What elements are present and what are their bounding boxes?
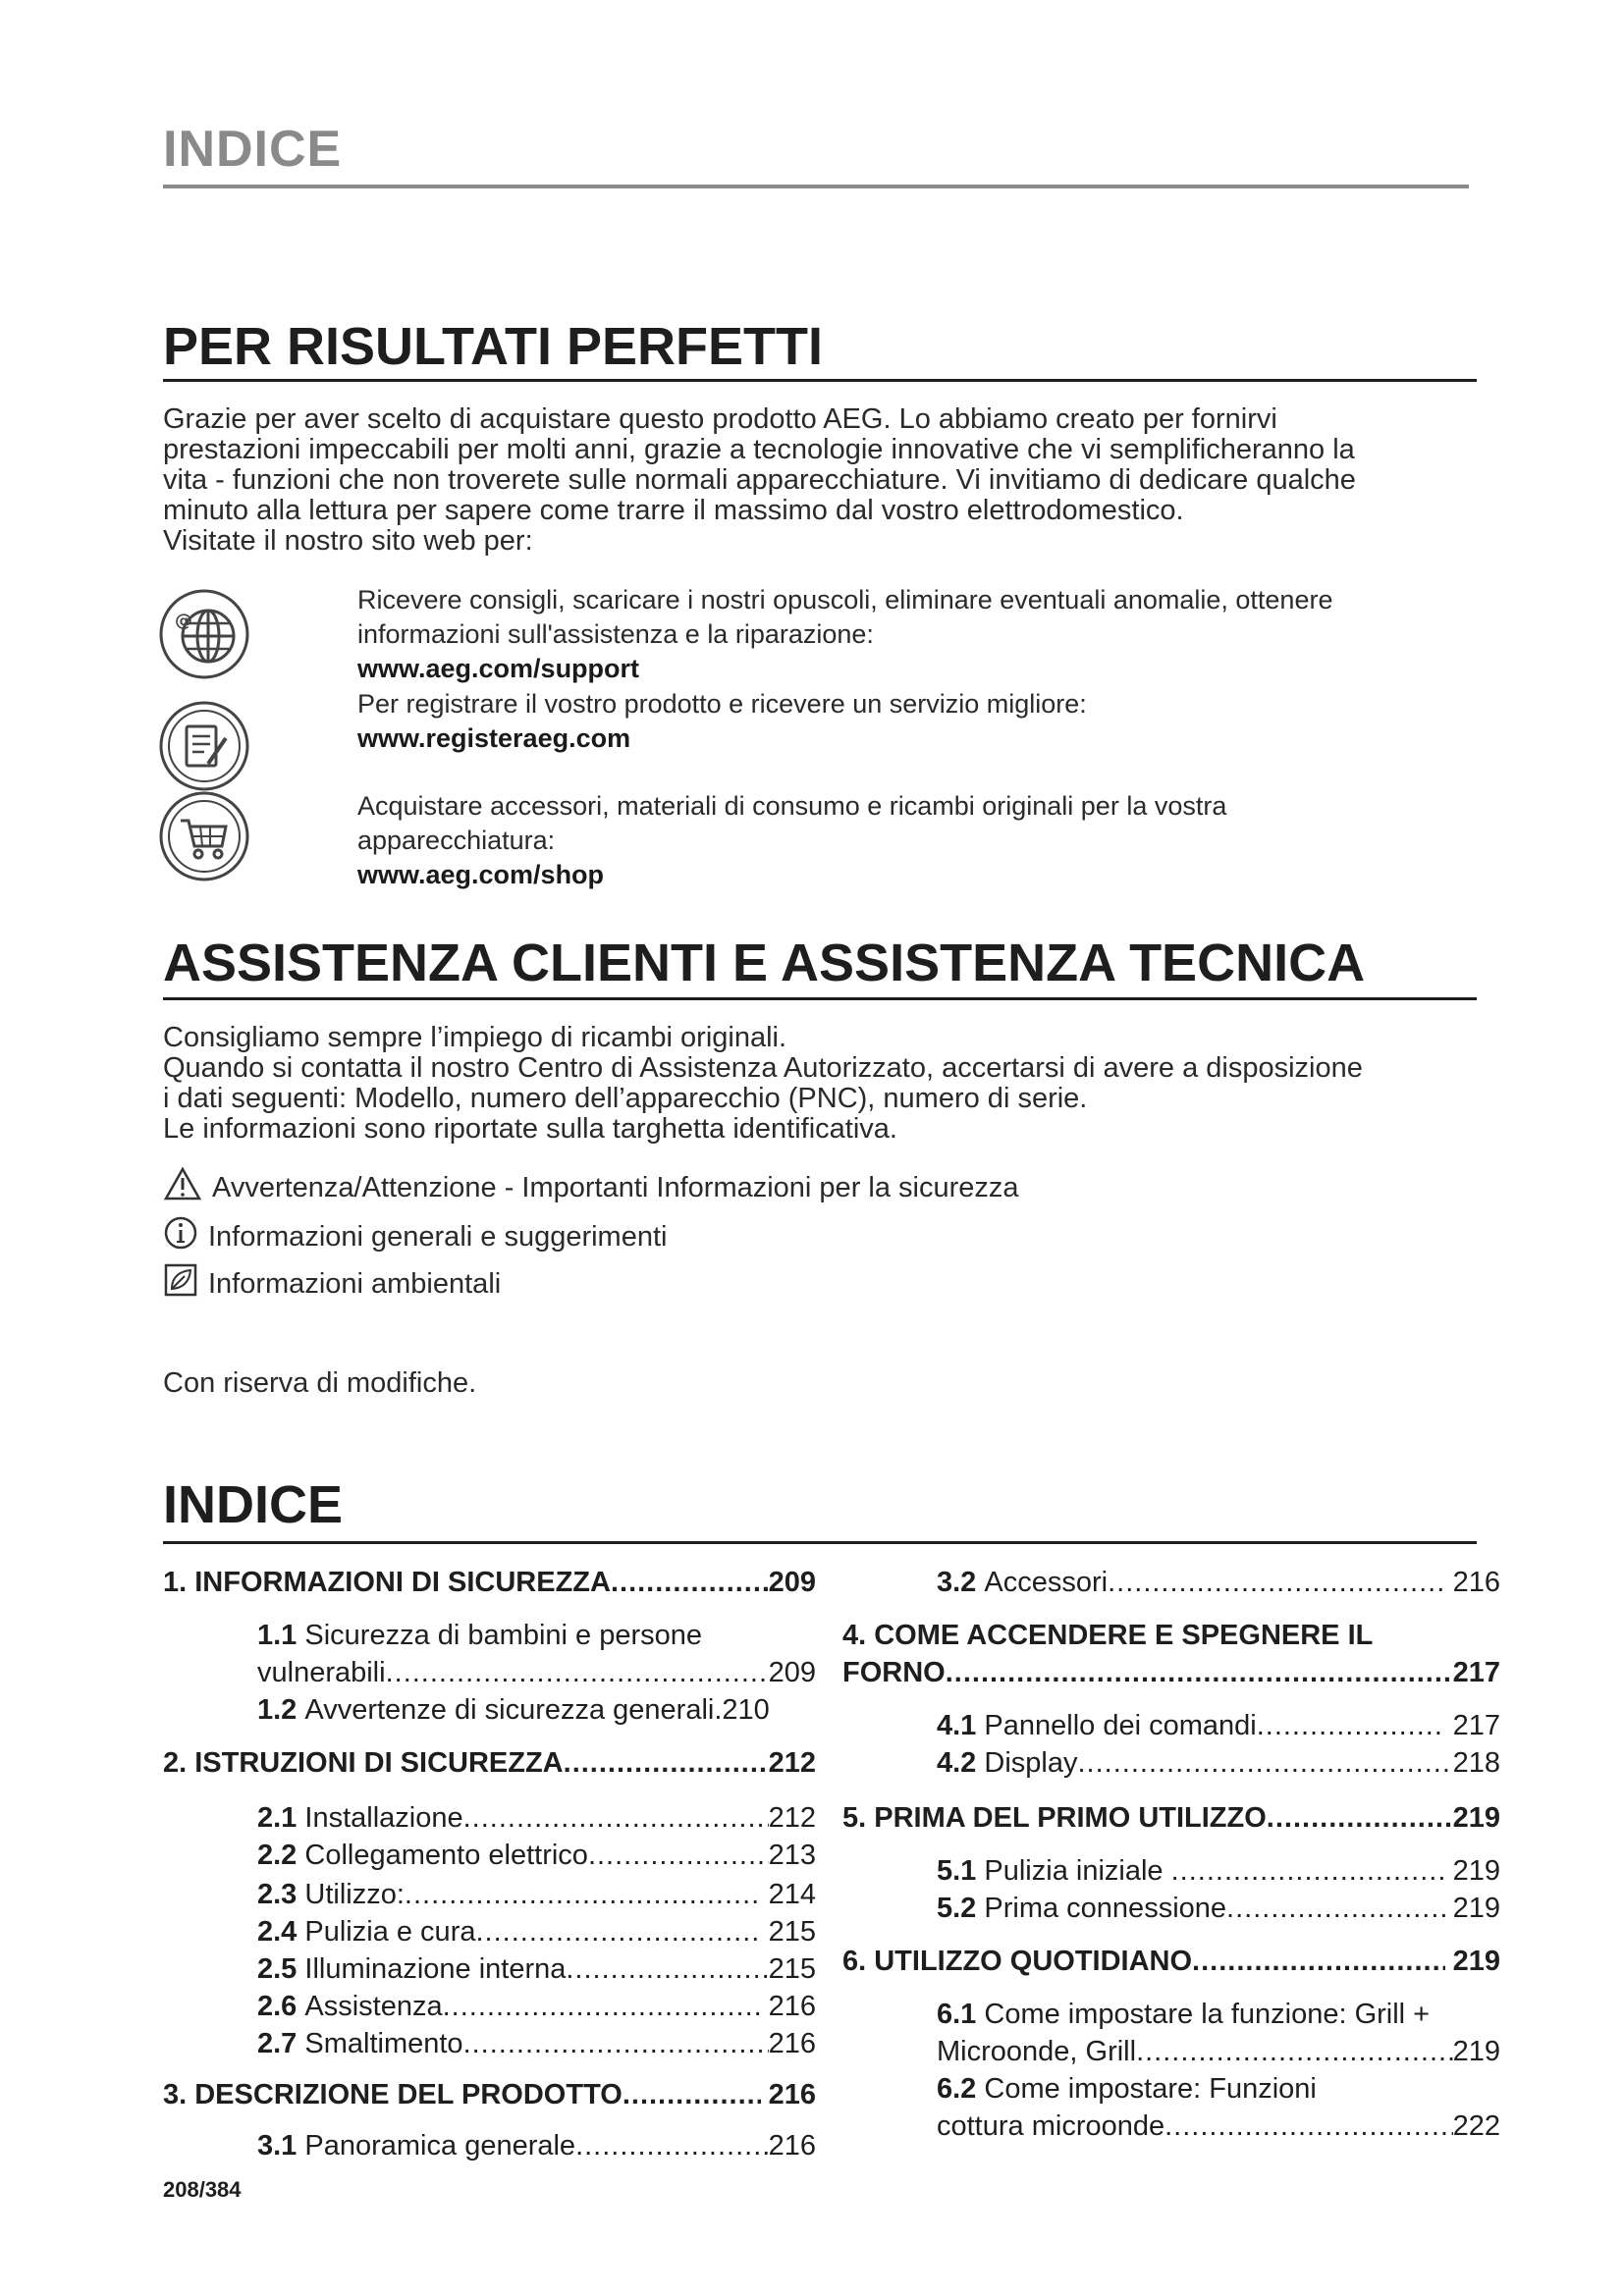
toc-section-label: 4. COME ACCENDERE E SPEGNERE IL [842,1620,1374,1651]
toc-item-label: Accessori [984,1567,1109,1598]
toc-leader [1257,1710,1445,1742]
toc-leader [564,1747,769,1780]
section-divider [163,1541,1477,1544]
legend-environment-text: Informazioni ambientali [208,1267,502,1300]
register-document-icon [157,699,251,793]
globe-icon [157,587,251,681]
section-divider [163,997,1477,1000]
toc-item-label: Microonde, Grill [937,2036,1137,2067]
toc-page-number: 216 [1452,1567,1500,1598]
toc-item-number: 5.1 [937,1855,977,1887]
toc-page-number: 213 [768,1840,816,1871]
toc-item-label: Panoramica generale [304,2130,576,2162]
toc-page-number: 216 [768,2130,816,2162]
toc-leader [386,1657,769,1689]
toc-item-label: Utilizzo: [304,1879,405,1910]
toc-leader [623,2079,761,2111]
legend-environment [163,1262,501,1306]
toc-item-number: 2.7 [257,2028,298,2059]
toc-item-label: Collegamento elettrico [304,1840,588,1871]
toc-item-label: Assistenza [304,1991,443,2022]
toc-item-label: Come impostare: Funzioni [984,2073,1317,2105]
change-notice: Con riserva di modifiche. [163,1367,477,1399]
toc-section-2[interactable] [163,1747,816,1780]
toc-item-number: 1.2 [257,1694,298,1726]
toc-leader [463,2028,769,2060]
toc-page-number: 219 [1452,1893,1500,1924]
legend-info [163,1215,667,1258]
toc-item-2-6[interactable] [257,1991,816,2023]
toc-page-number: 222 [1452,2110,1500,2142]
toc-leader [463,1802,769,1835]
toc-item-6-2-continued[interactable] [937,2110,1500,2143]
register-text-line: Per registrare il vostro prodotto e ricevere un servizio migliore: [357,689,1087,719]
toc-section-4-continued[interactable] [842,1657,1500,1689]
service-paragraph [163,1023,1484,1145]
toc-section-label: FORNO [842,1657,946,1688]
toc-leader [1192,1946,1445,1978]
toc-section-label: 6. UTILIZZO QUOTIDIANO [842,1946,1193,1977]
legend-info-text: Informazioni generali e suggerimenti [208,1220,668,1253]
toc-item-1-1[interactable] [257,1620,816,1652]
toc-leader [1226,1893,1445,1925]
toc-item-label: Smaltimento [304,2028,463,2059]
info-circle-icon [163,1215,198,1258]
toc-item-label: Pulizia e cura [304,1916,476,1948]
toc-item-number: 4.2 [937,1747,977,1779]
warning-triangle-icon [163,1166,202,1209]
toc-item-label: Come impostare la funzione: Grill + [984,1999,1431,2030]
section-divider [163,379,1477,382]
leaf-environment-icon [163,1262,198,1306]
toc-item-number: 3.2 [937,1567,977,1598]
toc-page-number: 217 [1452,1710,1500,1741]
intro-line: minuto alla lettura per sapere come trarre il massimo dal vostro elettrodomestico. [163,495,1184,526]
toc-leader [1077,1747,1452,1780]
toc-item-label: Installazione [304,1802,463,1834]
toc-item-2-2[interactable] [257,1840,816,1872]
support-url-link[interactable]: www.aeg.com/support [357,654,640,683]
toc-item-number: 4.1 [937,1710,977,1741]
toc-item-6-1-continued[interactable] [937,2036,1500,2068]
toc-item-2-5[interactable] [257,1953,816,1986]
toc-page-number: 209 [768,1657,816,1688]
toc-item-label: cottura microonde [937,2110,1165,2142]
header-divider [163,185,1469,188]
toc-item-2-1[interactable] [257,1802,816,1835]
toc-page-number: 212 [768,1747,816,1779]
toc-leader [475,1916,760,1949]
toc-section-3[interactable] [163,2079,816,2111]
legend-warning [163,1166,1019,1209]
toc-page-number: 216 [768,1991,816,2022]
toc-page-number: 215 [768,1916,816,1948]
toc-page-number: 212 [768,1802,816,1834]
service-line: Quando si contatta il nostro Centro di Assistenza Autorizzato, accertarsi di avere a disposizione [163,1052,1363,1084]
toc-leader [946,1657,1453,1689]
toc-page-number: 219 [1452,1802,1500,1834]
section-title-customer-service: ASSISTENZA CLIENTI E ASSISTENZA TECNICA [163,934,1366,992]
intro-line: vita - funzioni che non troverete sulle normali apparecchiature. Vi invitiamo di dedicare qualche [163,464,1356,496]
toc-leader [1136,2036,1453,2068]
toc-item-2-4[interactable] [257,1916,816,1949]
toc-item-2-3[interactable] [257,1879,816,1911]
toc-page-number: 219 [1452,2036,1500,2067]
header-title: INDICE [163,121,343,178]
shop-text-line: Acquistare accessori, materiali di consumo e ricambi originali per la vostra [357,791,1227,821]
intro-line: prestazioni impeccabili per molti anni, grazie a tecnologie innovative che vi semplificheranno la [163,434,1355,465]
toc-item-number: 1.1 [257,1620,298,1651]
toc-section-label: 2. ISTRUZIONI DI SICUREZZA [163,1747,564,1779]
toc-page-number: 219 [1452,1946,1500,1977]
toc-section-1[interactable] [163,1567,816,1599]
toc-item-4-2[interactable] [937,1747,1500,1780]
toc-item-4-1[interactable] [937,1710,1500,1742]
register-url-link[interactable]: www.registeraeg.com [357,723,631,753]
toc-section-4[interactable] [842,1620,1500,1652]
toc-item-label: Sicurezza di bambini e persone [304,1620,703,1651]
toc-item-label: Prima connessione [984,1893,1227,1924]
toc-item-number: 2.2 [257,1840,298,1871]
service-line: i dati seguenti: Modello, numero dell’apparecchio (PNC), numero di serie. [163,1083,1088,1114]
section-title-perfect-results: PER RISULTATI PERFETTI [163,317,823,376]
toc-item-number: 2.5 [257,1953,298,1985]
toc-leader [443,1991,761,2023]
toc-page-number: 215 [768,1953,816,1985]
toc-section-label: 1. INFORMAZIONI DI SICUREZZA [163,1567,611,1598]
toc-page-number: 216 [768,2079,816,2110]
toc-item-3-2[interactable] [937,1567,1500,1599]
toc-item-2-7[interactable] [257,2028,816,2060]
intro-line: Visitate il nostro sito web per: [163,525,533,557]
toc-leader [1108,1567,1444,1599]
toc-item-label: Illuminazione interna [304,1953,567,1985]
toc-item-number: 3.1 [257,2130,298,2162]
toc-leader [575,2130,769,2163]
toc-leader [566,1953,768,1986]
toc-page-number: 218 [1452,1747,1500,1779]
toc-page-number: 210 [722,1694,770,1726]
toc-leader [588,1840,769,1872]
shop-text-line: apparecchiatura: [357,826,556,855]
toc-item-number: 2.1 [257,1802,298,1834]
toc-leader [1267,1802,1453,1835]
toc-section-6[interactable] [842,1946,1500,1978]
toc-page-number: 209 [768,1567,816,1598]
toc-item-3-1[interactable] [257,2130,816,2163]
intro-paragraph [163,404,1484,557]
toc-item-1-2[interactable]: 1.2 Avvertenze di sicurezza generali . 210 [257,1694,770,1726]
toc-item-5-1[interactable] [937,1855,1500,1888]
toc-item-5-2[interactable] [937,1893,1500,1925]
legend-warning-text: Avvertenza/Attenzione - Importanti Informazioni per la sicurezza [212,1171,1019,1203]
toc-page-number: 217 [1452,1657,1500,1688]
shop-link-block [357,789,1477,892]
toc-item-6-1[interactable] [937,1999,1500,2031]
toc-item-label: Avvertenze di sicurezza generali [304,1694,715,1726]
toc-item-number: 2.4 [257,1916,298,1948]
register-link-block [357,687,1477,756]
service-line: Le informazioni sono riportate sulla targhetta identificativa. [163,1113,897,1145]
toc-leader [1164,2110,1452,2143]
toc-item-1-1-continued[interactable] [257,1657,816,1689]
support-text-line: Ricevere consigli, scaricare i nostri opuscoli, eliminare eventuali anomalie, ottenere [357,585,1333,614]
toc-item-number: 5.2 [937,1893,977,1924]
toc-item-label: Display [984,1747,1078,1779]
toc-page-number: 216 [768,2028,816,2059]
toc-section-5[interactable] [842,1802,1500,1835]
toc-item-number: 6.1 [937,1999,977,2030]
toc-title: INDICE [163,1475,344,1534]
toc-page-number: 214 [768,1879,816,1910]
toc-section-label: 3. DESCRIZIONE DEL PRODOTTO [163,2079,623,2110]
toc-item-number: 6.2 [937,2073,977,2105]
support-text-line: informazioni sull'assistenza e la riparazione: [357,619,874,649]
support-link-block [357,583,1477,686]
toc-leader [611,1567,769,1599]
toc-item-number: 2.3 [257,1879,298,1910]
toc-leader [1171,1855,1445,1888]
toc-item-label: vulnerabili [257,1657,386,1688]
toc-page-number: 219 [1452,1855,1500,1887]
toc-item-label: Pulizia iniziale [984,1855,1164,1887]
service-line: Consigliamo sempre l’impiego di ricambi originali. [163,1022,787,1053]
svg-text:@: @ [175,611,192,631]
shop-url-link[interactable]: www.aeg.com/shop [357,860,605,889]
toc-item-number: 2.6 [257,1991,298,2022]
toc-leader [405,1879,761,1911]
toc-section-label: 5. PRIMA DEL PRIMO UTILIZZO [842,1802,1267,1834]
page-number: 208/384 [163,2177,242,2202]
shopping-cart-icon [157,789,251,883]
toc-item-6-2[interactable] [937,2073,1500,2106]
intro-line: Grazie per aver scelto di acquistare questo prodotto AEG. Lo abbiamo creato per fornirvi [163,403,1277,435]
toc-item-label: Pannello dei comandi [984,1710,1257,1741]
